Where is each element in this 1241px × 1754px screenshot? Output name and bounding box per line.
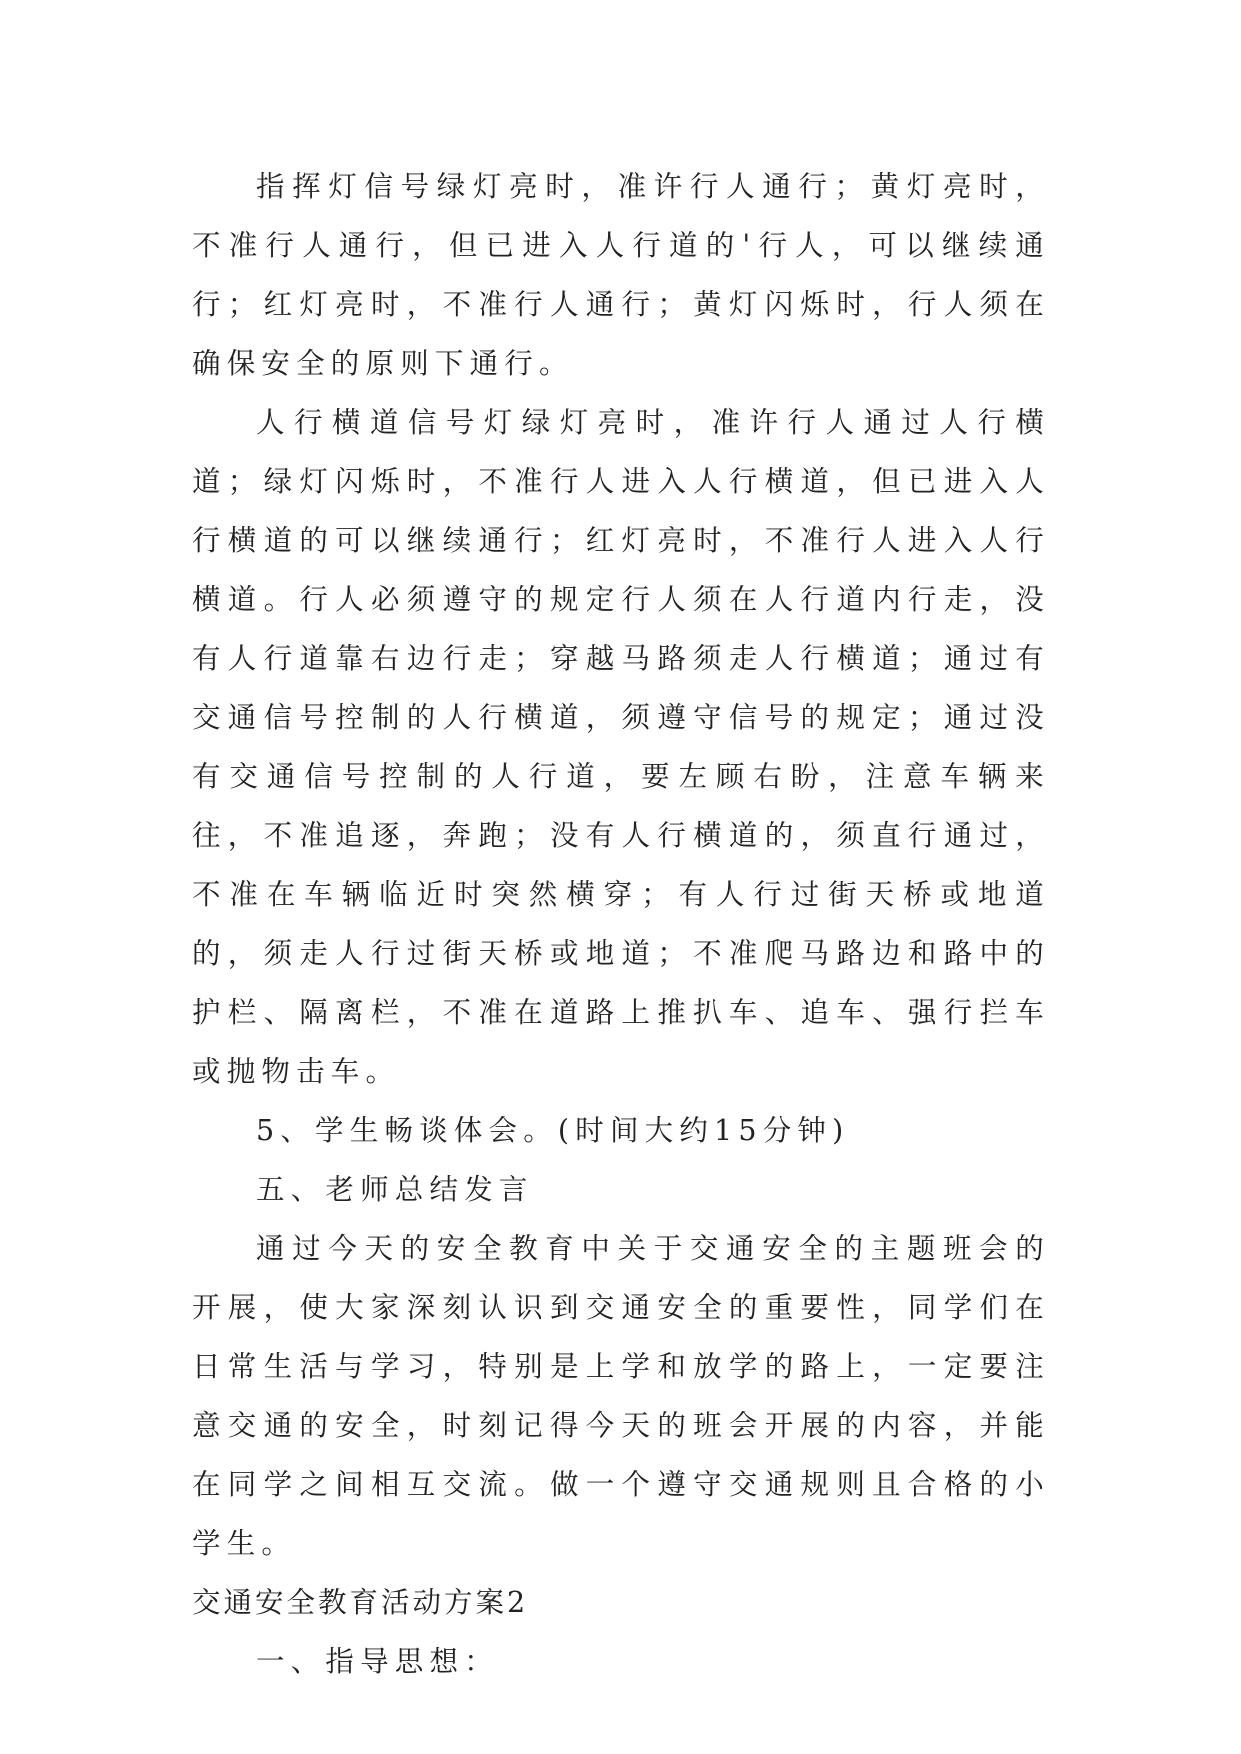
- document-body: [192, 157, 1050, 1691]
- subheading-guiding-ideology: 一、指导思想：: [256, 1645, 499, 1678]
- paragraph-crosswalk-rules: 人行横道信号灯绿灯亮时，准许行人通过人行横道；绿灯闪烁时，不准行人进入人行横道，但已进入人行横道的可以继续通行；红灯亮时，不准行人进入人行横道。行人必须遵守的规定行人须在人行道内行走，没有人行道靠右边行走；穿越马路须走人行横道；通过有交通信号控制的人行横道，须遵守信号的规定；通过没有交通信号控制的人行道，要左顾右盼，注意车辆来往，不准追逐，奔跑；没有人行横道的，须直行通过，不准在车辆临近时突然横穿；有人行过街天桥或地道的，须走人行过街天桥或地道；不准爬马路边和路中的护栏、隔离栏，不准在道路上推扒车、追车、强行拦车或抛物击车。: [192, 406, 1050, 1088]
- section-title: 交通安全教育活动方案2: [192, 1586, 529, 1619]
- paragraph-teacher-summary-heading: 五、老师总结发言: [256, 1173, 534, 1206]
- paragraph-teacher-summary: 通过今天的安全教育中关于交通安全的主题班会的开展，使大家深刻认识到交通安全的重要性，同学们在日常生活与学习，特别是上学和放学的路上，一定要注意交通的安全，时刻记得今天的班会开展的内容，并能在同学之间相互交流。做一个遵守交通规则且合格的小学生。: [192, 1232, 1050, 1560]
- paragraph-student-discussion: 5、学生畅谈体会。(时间大约15分钟): [256, 1114, 850, 1147]
- paragraph-signal-lights: 指挥灯信号绿灯亮时，准许行人通行；黄灯亮时，不准行人通行，但已进入人行道的'行人，可以继续通行；红灯亮时，不准行人通行；黄灯闪烁时，行人须在确保安全的原则下通行。: [192, 170, 1050, 380]
